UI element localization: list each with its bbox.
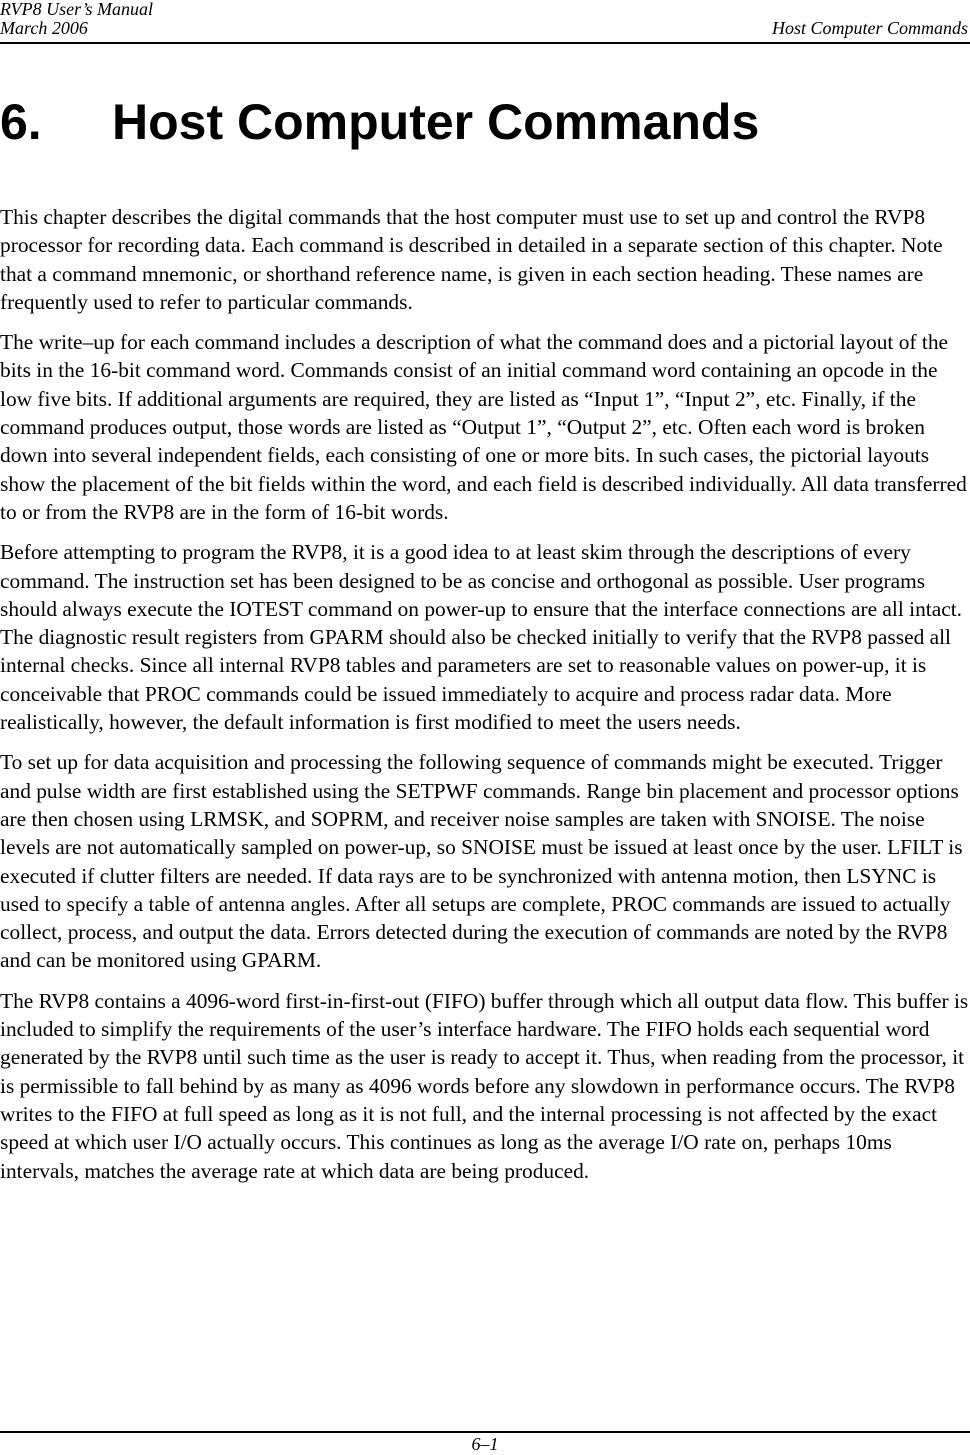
page-number: 6–1	[471, 1434, 499, 1454]
chapter-title-text: Host Computer Commands	[112, 94, 760, 150]
publication-date: March 2006	[0, 18, 88, 38]
footer-divider	[0, 1431, 970, 1433]
chapter-number: 6.	[0, 94, 42, 150]
page-header	[0, 0, 970, 44]
manual-title: RVP8 User’s Manual	[0, 0, 153, 19]
header-left	[0, 0, 153, 38]
paragraph-programming-advice: Before attempting to program the RVP8, it is a good idea to at least skim through the descriptions of every command. The instruction set has been designed to be as concise and orthogonal as possible. User programs should always execute the IOTEST command on power-up to ensure that the interface connections are all intact. The diagnostic result registers from GPARM should also be checked initially to verify that the RVP8 passed all internal checks. Since all internal RVP8 tables and parameters are set to reasonable values on power-up, it is conceivable that PROC commands could be issued immediately to acquire and process radar data. More realistically, however, the default information is first modified to meet the users needs.	[0, 540, 963, 735]
paragraph-command-writeup: The write–up for each command includes a description of what the command does and a pictorial layout of the bits in the 16-bit command word. Commands consist of an initial command word containing an opcode in the low five bits. If additional arguments are required, they are listed as “Input 1”, “Input 2”, etc. Finally, if the command produces output, those words are listed as “Output 1”, “Output 2”, etc. Often each word is broken down into several independent fields, each consisting of one or more bits. In such cases, the pictorial layouts show the placement of the bit fields within the word, and each field is described individually. All data transferred to or from the RVP8 are in the form of 16-bit words.	[0, 330, 967, 524]
paragraph-setup-sequence: To set up for data acquisition and processing the following sequence of commands might be executed. Trigger and pulse width are first established using the SETPWF commands. Range bin placement and processor options are then chosen using LRMSK, and SOPRM, and receiver noise samples are taken with SNOISE. The noise levels are not automatically sampled on power-up, so SNOISE must be issued at least once by the user. LFILT is executed if clutter filters are needed. If data rays are to be synchronized with antenna motion, then LSYNC is used to specify a table of antenna angles. After all setups are complete, PROC commands are issued to actually collect, process, and output the data. Errors detected during the execution of commands are noted by the RVP8 and can be monitored using GPARM.	[0, 750, 963, 973]
paragraph-fifo-buffer: The RVP8 contains a 4096-word first-in-first-out (FIFO) buffer through which all output data flow. This buffer is included to simplify the requirements of the user’s interface hardware. The FIFO holds each sequential word generated by the RVP8 until such time as the user is ready to accept it. Thus, when reading from the processor, it is permissible to fall behind by as many as 4096 words before any slowdown in performance occurs. The RVP8 writes to the FIFO at full speed as long as it is not full, and the internal processing is not affected by the exact speed at which user I/O actually occurs. This continues as long as the average I/O rate on, perhaps 10ms intervals, matches the average rate at which data are being produced.	[0, 988, 969, 1183]
body-text	[0, 203, 970, 1197]
paragraph-intro: This chapter describes the digital commands that the host computer must use to set up and control the RVP8 processor for recording data. Each command is described in detailed in a separate section of this chapter. Note that a command mnemonic, or shorthand reference name, is given in each section heading. These names are frequently used to refer to particular commands.	[0, 205, 943, 314]
chapter-title	[0, 92, 759, 152]
header-section-title: Host Computer Commands	[771, 18, 968, 38]
